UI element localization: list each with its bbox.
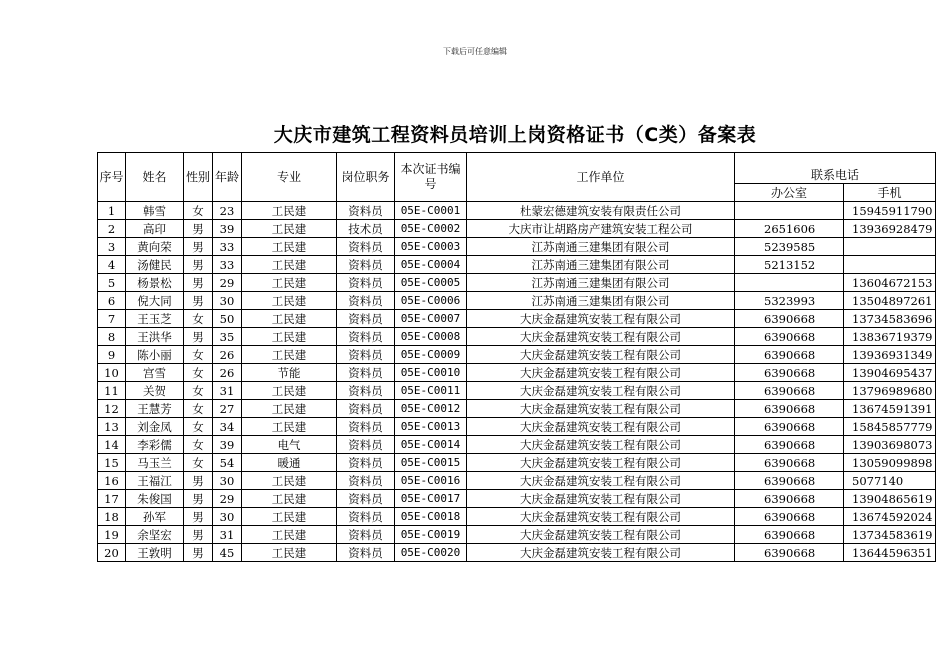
table-row	[98, 436, 936, 454]
col-header-gender: 性别	[184, 153, 213, 202]
seq-cell: 14	[98, 436, 126, 454]
col-header-position: 岗位职务	[337, 153, 395, 202]
cert-cell: 05E-C0006	[395, 292, 467, 310]
mobile-cell: 13936931349	[844, 346, 936, 364]
name-cell: 杨景松	[126, 274, 184, 292]
age-cell: 35	[213, 328, 242, 346]
mobile-cell: 13674591391	[844, 400, 936, 418]
cert-cell: 05E-C0015	[395, 454, 467, 472]
cert-cell: 05E-C0003	[395, 238, 467, 256]
cert-cell: 05E-C0011	[395, 382, 467, 400]
unit-cell: 大庆金磊建筑安装工程有限公司	[467, 418, 735, 436]
header-note: 下载后可任意编辑	[443, 47, 507, 56]
name-cell: 王慧芳	[126, 400, 184, 418]
age-cell: 34	[213, 418, 242, 436]
seq-cell: 5	[98, 274, 126, 292]
age-cell: 29	[213, 490, 242, 508]
major-cell: 工民建	[242, 346, 337, 364]
office-cell: 5239585	[735, 238, 844, 256]
name-cell: 王玉芝	[126, 310, 184, 328]
seq-cell: 15	[98, 454, 126, 472]
mobile-cell: 13903698073	[844, 436, 936, 454]
major-cell: 工民建	[242, 328, 337, 346]
name-cell: 倪大同	[126, 292, 184, 310]
unit-cell: 大庆金磊建筑安装工程有限公司	[467, 526, 735, 544]
office-cell	[735, 202, 844, 220]
major-cell: 工民建	[242, 220, 337, 238]
seq-cell: 13	[98, 418, 126, 436]
gender-cell: 男	[184, 526, 213, 544]
unit-cell: 大庆金磊建筑安装工程有限公司	[467, 364, 735, 382]
mobile-cell: 15845857779	[844, 418, 936, 436]
cert-cell: 05E-C0020	[395, 544, 467, 562]
mobile-cell: 13936928479	[844, 220, 936, 238]
table-row	[98, 454, 936, 472]
table-body	[98, 202, 936, 562]
gender-cell: 女	[184, 454, 213, 472]
major-cell: 工民建	[242, 238, 337, 256]
office-cell: 6390668	[735, 490, 844, 508]
table-row	[98, 238, 936, 256]
gender-cell: 女	[184, 436, 213, 454]
mobile-cell: 13734583696	[844, 310, 936, 328]
seq-cell: 9	[98, 346, 126, 364]
name-cell: 王洪华	[126, 328, 184, 346]
table-row	[98, 472, 936, 490]
gender-cell: 女	[184, 310, 213, 328]
office-cell: 6390668	[735, 436, 844, 454]
major-cell: 工民建	[242, 490, 337, 508]
unit-cell: 大庆金磊建筑安装工程有限公司	[467, 454, 735, 472]
office-cell: 6390668	[735, 418, 844, 436]
position-cell: 资料员	[337, 274, 395, 292]
table-row	[98, 310, 936, 328]
age-cell: 39	[213, 220, 242, 238]
age-cell: 54	[213, 454, 242, 472]
name-cell: 李彩儒	[126, 436, 184, 454]
gender-cell: 男	[184, 220, 213, 238]
major-cell: 工民建	[242, 544, 337, 562]
col-header-unit: 工作单位	[467, 153, 735, 202]
age-cell: 23	[213, 202, 242, 220]
unit-cell: 大庆金磊建筑安装工程有限公司	[467, 382, 735, 400]
seq-cell: 6	[98, 292, 126, 310]
name-cell: 王福江	[126, 472, 184, 490]
cert-cell: 05E-C0012	[395, 400, 467, 418]
position-cell: 资料员	[337, 202, 395, 220]
seq-cell: 10	[98, 364, 126, 382]
col-header-major: 专业	[242, 153, 337, 202]
major-cell: 工民建	[242, 310, 337, 328]
major-cell: 工民建	[242, 418, 337, 436]
office-cell: 6390668	[735, 400, 844, 418]
seq-cell: 4	[98, 256, 126, 274]
name-cell: 朱俊国	[126, 490, 184, 508]
col-header-name: 姓名	[126, 153, 184, 202]
unit-cell: 大庆金磊建筑安装工程有限公司	[467, 328, 735, 346]
age-cell: 45	[213, 544, 242, 562]
major-cell: 节能	[242, 364, 337, 382]
position-cell: 资料员	[337, 310, 395, 328]
mobile-cell: 13674592024	[844, 508, 936, 526]
cert-cell: 05E-C0007	[395, 310, 467, 328]
office-cell: 6390668	[735, 364, 844, 382]
col-header-age: 年龄	[213, 153, 242, 202]
seq-cell: 1	[98, 202, 126, 220]
gender-cell: 女	[184, 400, 213, 418]
mobile-cell: 13796989680	[844, 382, 936, 400]
major-cell: 工民建	[242, 382, 337, 400]
age-cell: 31	[213, 382, 242, 400]
gender-cell: 男	[184, 472, 213, 490]
position-cell: 资料员	[337, 364, 395, 382]
position-cell: 资料员	[337, 544, 395, 562]
seq-cell: 2	[98, 220, 126, 238]
position-cell: 资料员	[337, 382, 395, 400]
table-row	[98, 526, 936, 544]
unit-cell: 杜蒙宏德建筑安装有限责任公司	[467, 202, 735, 220]
position-cell: 资料员	[337, 526, 395, 544]
seq-cell: 11	[98, 382, 126, 400]
unit-cell: 大庆金磊建筑安装工程有限公司	[467, 490, 735, 508]
cert-cell: 05E-C0018	[395, 508, 467, 526]
office-cell: 5323993	[735, 292, 844, 310]
age-cell: 26	[213, 364, 242, 382]
position-cell: 资料员	[337, 508, 395, 526]
unit-cell: 大庆金磊建筑安装工程有限公司	[467, 310, 735, 328]
mobile-cell: 13504897261	[844, 292, 936, 310]
office-cell	[735, 274, 844, 292]
position-cell: 资料员	[337, 256, 395, 274]
age-cell: 50	[213, 310, 242, 328]
office-cell: 6390668	[735, 328, 844, 346]
cert-cell: 05E-C0014	[395, 436, 467, 454]
age-cell: 33	[213, 256, 242, 274]
cert-cell: 05E-C0017	[395, 490, 467, 508]
mobile-cell: 13059099898	[844, 454, 936, 472]
gender-cell: 男	[184, 292, 213, 310]
seq-cell: 17	[98, 490, 126, 508]
major-cell: 工民建	[242, 472, 337, 490]
office-cell: 6390668	[735, 508, 844, 526]
gender-cell: 女	[184, 418, 213, 436]
cert-cell: 05E-C0010	[395, 364, 467, 382]
major-cell: 暖通	[242, 454, 337, 472]
position-cell: 资料员	[337, 400, 395, 418]
gender-cell: 女	[184, 346, 213, 364]
unit-cell: 江苏南通三建集团有限公司	[467, 274, 735, 292]
gender-cell: 男	[184, 274, 213, 292]
unit-cell: 大庆金磊建筑安装工程有限公司	[467, 346, 735, 364]
age-cell: 30	[213, 472, 242, 490]
age-cell: 33	[213, 238, 242, 256]
unit-cell: 江苏南通三建集团有限公司	[467, 292, 735, 310]
cert-cell: 05E-C0002	[395, 220, 467, 238]
seq-cell: 3	[98, 238, 126, 256]
office-cell: 6390668	[735, 454, 844, 472]
age-cell: 30	[213, 508, 242, 526]
unit-cell: 大庆金磊建筑安装工程有限公司	[467, 472, 735, 490]
office-cell: 6390668	[735, 382, 844, 400]
table-row	[98, 508, 936, 526]
seq-cell: 12	[98, 400, 126, 418]
cert-cell: 05E-C0016	[395, 472, 467, 490]
mobile-cell	[844, 238, 936, 256]
seq-cell: 16	[98, 472, 126, 490]
name-cell: 王敦明	[126, 544, 184, 562]
position-cell: 资料员	[337, 436, 395, 454]
age-cell: 31	[213, 526, 242, 544]
mobile-cell: 13904695437	[844, 364, 936, 382]
gender-cell: 女	[184, 202, 213, 220]
col-header-mobile: 手机	[844, 184, 936, 202]
page-title: 大庆市建筑工程资料员培训上岗资格证书（C类）备案表	[273, 124, 757, 146]
name-cell: 刘金凤	[126, 418, 184, 436]
registration-table	[97, 152, 936, 562]
gender-cell: 男	[184, 490, 213, 508]
name-cell: 高印	[126, 220, 184, 238]
major-cell: 工民建	[242, 292, 337, 310]
major-cell: 工民建	[242, 274, 337, 292]
age-cell: 27	[213, 400, 242, 418]
mobile-cell: 13604672153	[844, 274, 936, 292]
name-cell: 黄向荣	[126, 238, 184, 256]
mobile-cell: 15945911790	[844, 202, 936, 220]
major-cell: 工民建	[242, 400, 337, 418]
table-row	[98, 364, 936, 382]
cert-cell: 05E-C0005	[395, 274, 467, 292]
table-row	[98, 544, 936, 562]
office-cell: 6390668	[735, 310, 844, 328]
col-header-phone: 联系电话	[735, 153, 936, 184]
col-header-seq: 序号	[98, 153, 126, 202]
cert-cell: 05E-C0013	[395, 418, 467, 436]
col-header-office: 办公室	[735, 184, 844, 202]
office-cell: 5213152	[735, 256, 844, 274]
mobile-cell: 13734583619	[844, 526, 936, 544]
major-cell: 工民建	[242, 202, 337, 220]
office-cell: 2651606	[735, 220, 844, 238]
position-cell: 资料员	[337, 346, 395, 364]
name-cell: 韩雪	[126, 202, 184, 220]
unit-cell: 大庆金磊建筑安装工程有限公司	[467, 436, 735, 454]
seq-cell: 19	[98, 526, 126, 544]
name-cell: 余坚宏	[126, 526, 184, 544]
mobile-cell	[844, 256, 936, 274]
office-cell: 6390668	[735, 544, 844, 562]
position-cell: 资料员	[337, 418, 395, 436]
unit-cell: 江苏南通三建集团有限公司	[467, 238, 735, 256]
position-cell: 资料员	[337, 454, 395, 472]
unit-cell: 大庆金磊建筑安装工程有限公司	[467, 544, 735, 562]
office-cell: 6390668	[735, 472, 844, 490]
table-row	[98, 418, 936, 436]
gender-cell: 女	[184, 364, 213, 382]
table-row	[98, 292, 936, 310]
table-row	[98, 220, 936, 238]
mobile-cell: 13836719379	[844, 328, 936, 346]
major-cell: 电气	[242, 436, 337, 454]
unit-cell: 大庆金磊建筑安装工程有限公司	[467, 508, 735, 526]
position-cell: 资料员	[337, 490, 395, 508]
table-row	[98, 490, 936, 508]
name-cell: 陈小丽	[126, 346, 184, 364]
major-cell: 工民建	[242, 508, 337, 526]
age-cell: 39	[213, 436, 242, 454]
gender-cell: 男	[184, 508, 213, 526]
position-cell: 资料员	[337, 292, 395, 310]
gender-cell: 女	[184, 382, 213, 400]
name-cell: 孙军	[126, 508, 184, 526]
table-row	[98, 202, 936, 220]
position-cell: 技术员	[337, 220, 395, 238]
name-cell: 宫雪	[126, 364, 184, 382]
age-cell: 26	[213, 346, 242, 364]
seq-cell: 8	[98, 328, 126, 346]
name-cell: 马玉兰	[126, 454, 184, 472]
col-header-cert: 本次证书编号	[395, 153, 467, 202]
position-cell: 资料员	[337, 238, 395, 256]
age-cell: 29	[213, 274, 242, 292]
unit-cell: 江苏南通三建集团有限公司	[467, 256, 735, 274]
unit-cell: 大庆市让胡路房产建筑安装工程公司	[467, 220, 735, 238]
position-cell: 资料员	[337, 328, 395, 346]
gender-cell: 男	[184, 256, 213, 274]
gender-cell: 男	[184, 238, 213, 256]
office-cell: 6390668	[735, 526, 844, 544]
position-cell: 资料员	[337, 472, 395, 490]
name-cell: 关贺	[126, 382, 184, 400]
cert-cell: 05E-C0019	[395, 526, 467, 544]
table-row	[98, 256, 936, 274]
table-row	[98, 400, 936, 418]
gender-cell: 男	[184, 544, 213, 562]
mobile-cell: 5077140	[844, 472, 936, 490]
cert-cell: 05E-C0009	[395, 346, 467, 364]
table-row	[98, 274, 936, 292]
seq-cell: 7	[98, 310, 126, 328]
major-cell: 工民建	[242, 256, 337, 274]
unit-cell: 大庆金磊建筑安装工程有限公司	[467, 400, 735, 418]
table-row	[98, 382, 936, 400]
name-cell: 汤健民	[126, 256, 184, 274]
major-cell: 工民建	[242, 526, 337, 544]
office-cell: 6390668	[735, 346, 844, 364]
seq-cell: 18	[98, 508, 126, 526]
seq-cell: 20	[98, 544, 126, 562]
age-cell: 30	[213, 292, 242, 310]
table-row	[98, 346, 936, 364]
mobile-cell: 13904865619	[844, 490, 936, 508]
cert-cell: 05E-C0001	[395, 202, 467, 220]
cert-cell: 05E-C0004	[395, 256, 467, 274]
gender-cell: 男	[184, 328, 213, 346]
mobile-cell: 13644596351	[844, 544, 936, 562]
table-row	[98, 328, 936, 346]
cert-cell: 05E-C0008	[395, 328, 467, 346]
